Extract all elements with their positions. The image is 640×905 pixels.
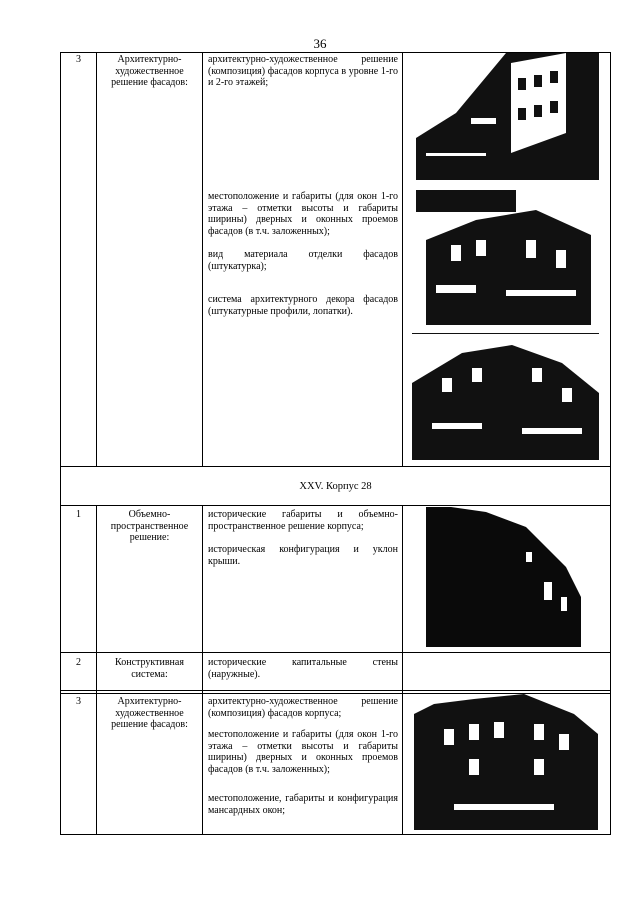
building-ruin-photo	[426, 507, 581, 647]
row-category: Архитектурно-художественное решение фасадов:	[111, 696, 188, 730]
row-description	[208, 696, 398, 816]
row-description	[208, 509, 398, 567]
building-facade-photo	[412, 333, 599, 460]
building-corner-photo	[416, 190, 599, 325]
building-street-photo	[414, 694, 598, 830]
description-item: архитектурно-художественное решение (композиция) фасадов корпуса в уровне 1-го и 2-го этажей;	[208, 54, 398, 88]
description-item: исторические габариты и объемно-пространственное решение корпуса;	[208, 509, 398, 532]
row-description	[208, 657, 398, 680]
row-number: 3	[76, 696, 81, 707]
row-description	[208, 191, 398, 317]
description-item: архитектурно-художественное решение (композиция) фасадов корпуса;	[208, 696, 398, 719]
row-number: 1	[76, 509, 81, 520]
row-number: 3	[76, 54, 81, 65]
description-item: исторические капитальные стены (наружные).	[208, 657, 398, 680]
description-item: местоположение и габариты (для окон 1-го этажа – отметки высоты и габариты ширины) дверных и оконных проемов фасадов (в т.ч. заложенных);	[208, 191, 398, 237]
section-title: XXV. Корпус 28	[299, 481, 372, 492]
row-category: Архитектурно-художественное решение фасадов:	[111, 54, 188, 88]
description-item: историческая конфигурация и уклон крыши.	[208, 544, 398, 567]
row-description	[208, 54, 398, 89]
row-category: Конструктивная система:	[115, 657, 184, 680]
description-item: местоположение и габариты (для окон 1-го этажа – отметки высоты и габариты ширины) дверных и оконных проемов фасадов (в т.ч. заложенных);	[208, 729, 398, 775]
row-category: Объемно-пространственное решение:	[110, 509, 189, 543]
description-item: система архитектурного декора фасадов (штукатурные профили, лопатки).	[208, 294, 398, 317]
row-number: 2	[76, 657, 81, 668]
description-item: местоположение, габариты и конфигурация мансардных окон;	[208, 793, 398, 816]
building-facade-photo	[416, 53, 599, 180]
description-item: вид материала отделки фасадов (штукатурка);	[208, 249, 398, 272]
page-number: 36	[313, 36, 327, 51]
